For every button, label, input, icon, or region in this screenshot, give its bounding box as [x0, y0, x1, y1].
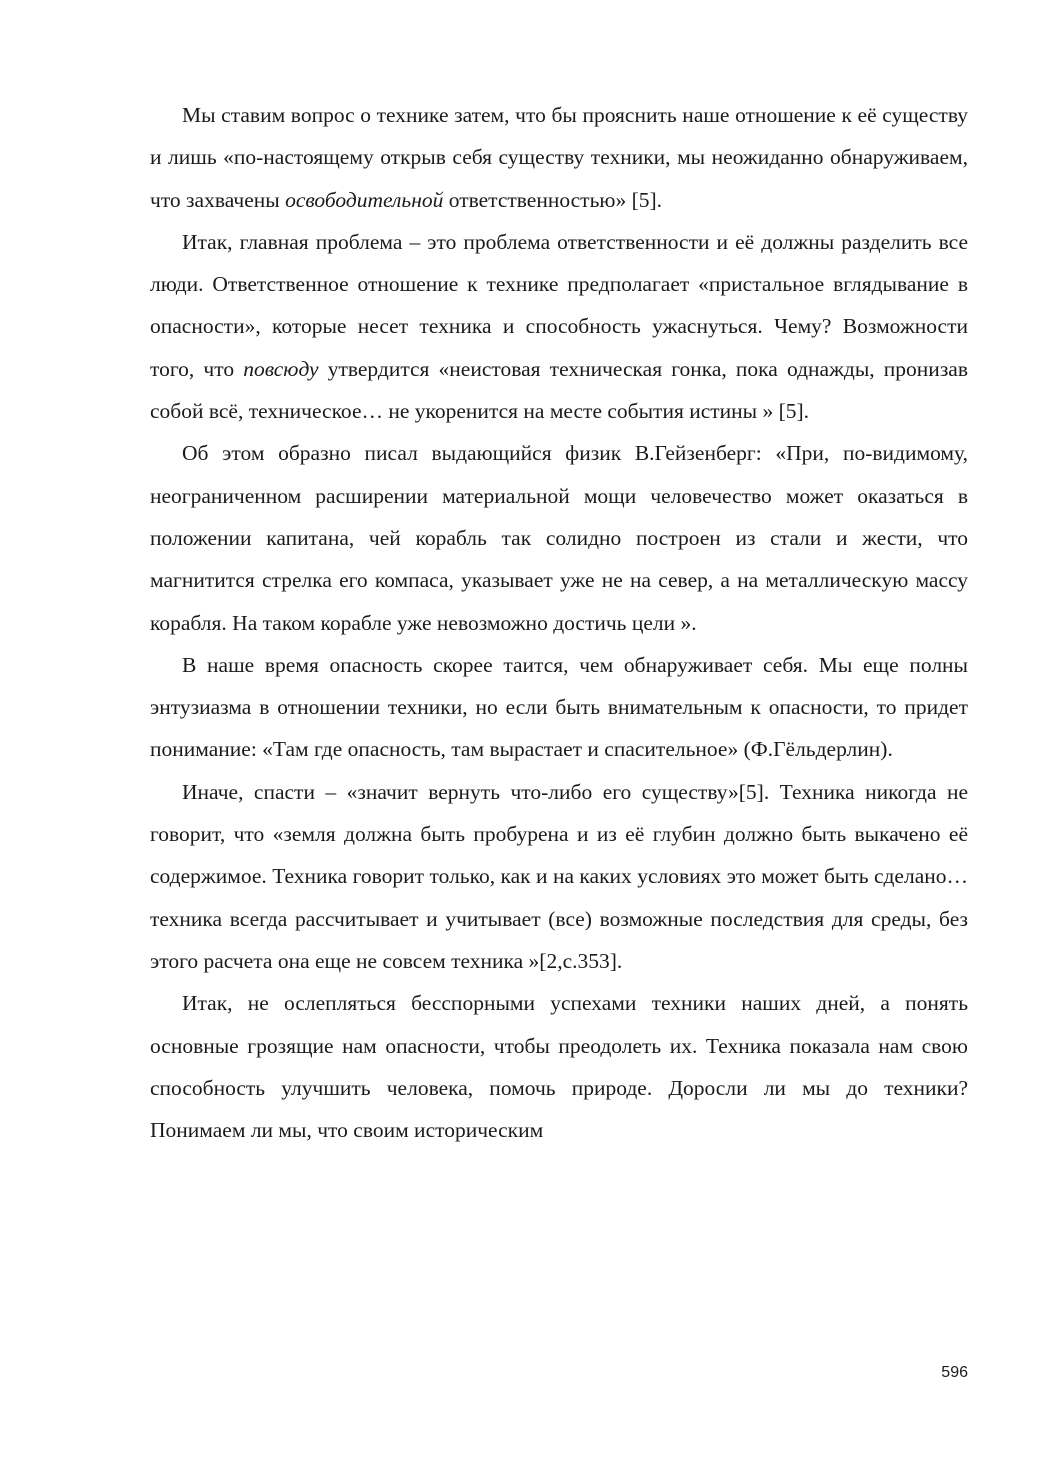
paragraph-3: Об этом образно писал выдающийся физик В.Гейзенберг: «При, по-видимому, неограниченном расширении материальной мощи человечество может оказаться в положении капитана, чей корабль так солидно построен из стали и жести, что магнитится стрелка его компаса, указывает уже не на север, а на металлическую массу корабля. На таком корабле уже невозможно достичь цели ». — [150, 441, 968, 635]
paragraph-1-emphasis: освободительной — [285, 187, 444, 212]
paragraph-1-text-a: Мы ставим вопрос о технике затем, что бы прояснить наше отношение к её существу и лишь «по-настоящему открыв себя существу техники, мы неожиданно обнаруживаем, что захвачены — [150, 103, 968, 212]
paragraph-5: Иначе, спасти – «значит вернуть что-либо его существу»[5]. Техника никогда не говорит, что «земля должна быть пробурена и из её глубин должно быть выкачено её содержимое. Техника говорит только, как и на каких условиях это может быть сделано… техника всегда рассчитывает и учитывает (все) возможные последствия для среды, без этого расчета она еще не совсем техника »[2,с.353]. — [150, 779, 968, 973]
page-body — [150, 94, 968, 1151]
paragraph-1-text-c: ответственностью» [5]. — [443, 187, 663, 212]
paragraph-2 — [150, 221, 968, 432]
paragraph-6: Итак, не ослепляться бесспорными успехами техники наших дней, а понять основные грозящие нам опасности, чтобы преодолеть их. Техника показала нам свою способность улучшить человека, помочь природе. Доросли ли мы до техники? Понимаем ли мы, что своим историческим — [150, 991, 968, 1143]
paragraph-2-text-c: утвердится «неистовая техническая гонка, пока однажды, пронизав собой всё, техническое… не укоренится на месте события истины » [5]. — [150, 356, 969, 424]
paragraph-4: В наше время опасность скорее таится, чем обнаруживает себя. Мы еще полны энтузиазма в отношении техники, но если быть внимательным к опасности, то придет понимание: «Там где опасность, там вырастает и спасительное» (Ф.Гёльдерлин). — [150, 652, 968, 762]
page-number: 596 — [941, 1364, 968, 1381]
paragraph-2-emphasis: повсюду — [243, 356, 319, 381]
paragraph-2-text-a: Итак, главная проблема – это проблема ответственности и её должны разделить все люди. Ответственное отношение к технике предполагает «пристальное вглядывание в опасности», которые несет техника и способность ужаснуться. Чему? Возможности того, что — [150, 229, 968, 381]
paragraph-1 — [150, 94, 968, 221]
